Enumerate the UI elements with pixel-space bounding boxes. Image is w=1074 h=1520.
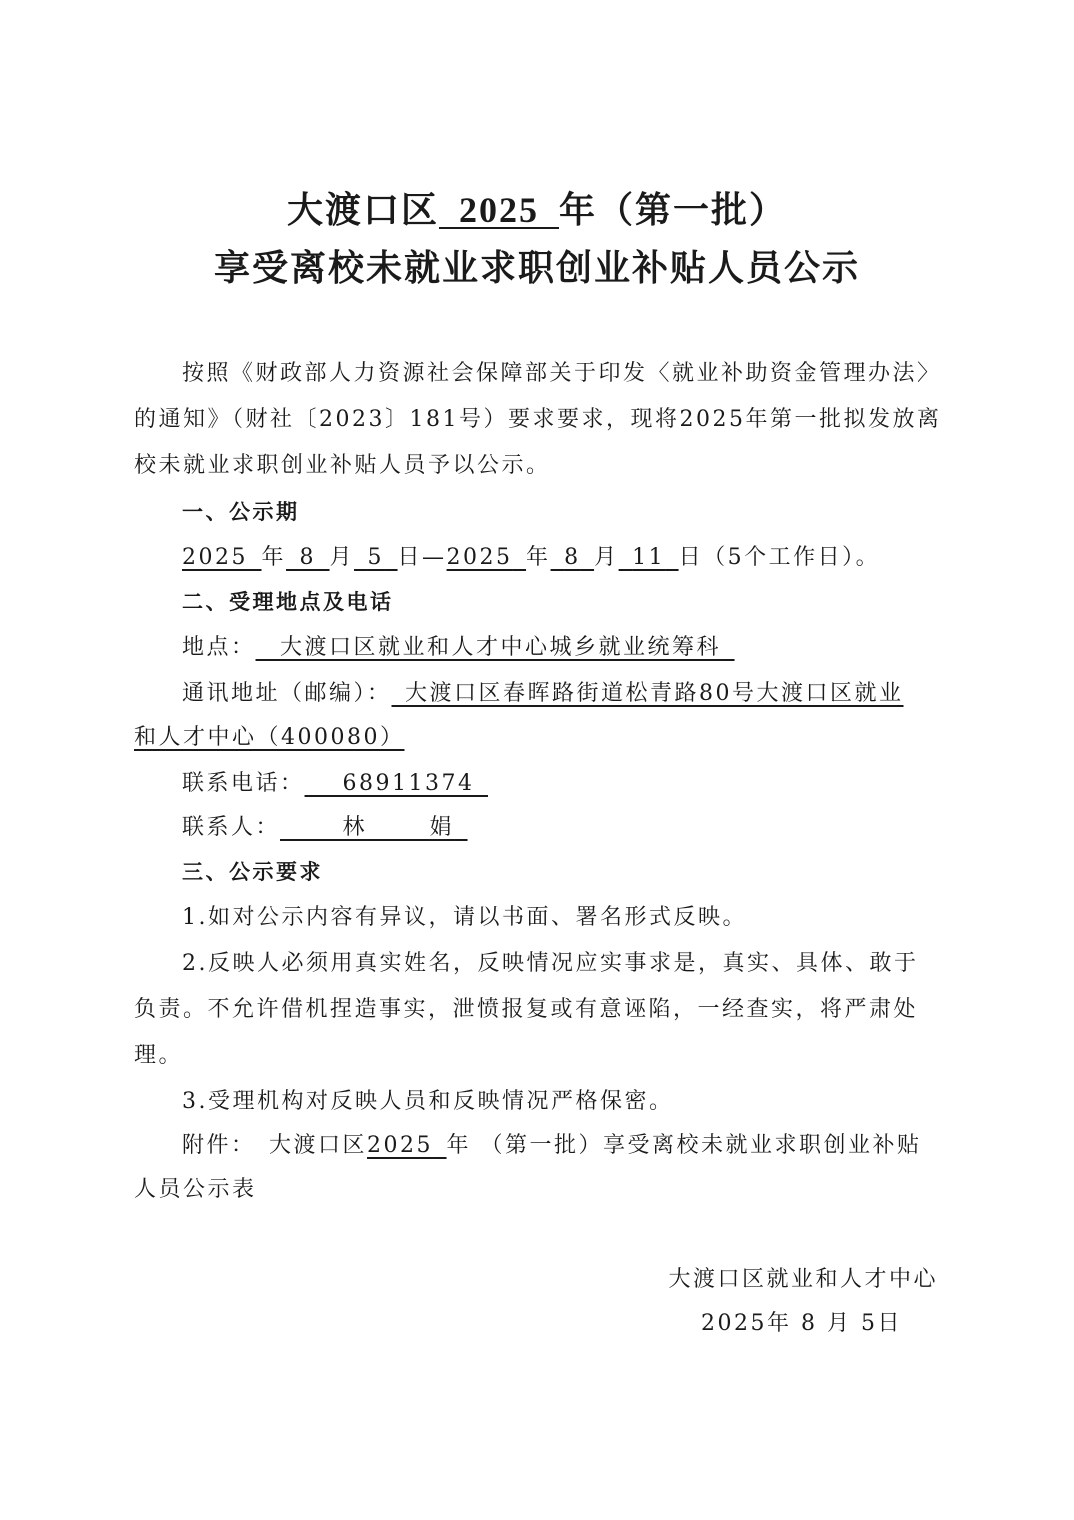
intro-line-2: 的通知》（财社〔2023〕181号）要求要求，现将2025年第一批拟发放离 [134,407,942,432]
contact-label: 联系人： [182,815,281,840]
section-2-heading: 二、受理地点及电话 [182,590,394,614]
signature-date: 2025年 8 月 5日 [701,1311,902,1336]
requirement-3: 3.受理机构对反映人员和反映情况严格保密。 [182,1089,674,1114]
location-label: 地点： [182,635,256,660]
address-row [182,676,944,707]
end-month: 8 [564,545,581,570]
end-year: 2025 [446,545,513,570]
contact-value: 林 娟 [342,815,455,840]
attachment-year: 2025 [367,1133,434,1158]
contact-row [182,810,944,841]
phone-value: 68911374 [342,771,475,796]
publicity-period: 2025 年 8 月 5 日—2025 年 8 月 11 日（5个工作日）。 [182,545,881,570]
attachment-label: 附件： [182,1133,256,1158]
title-batch: 年（第一批） [559,190,788,231]
start-month: 8 [299,545,317,570]
period-note: （5个工作日）。 [703,545,881,570]
address-label: 通讯地址（邮编）： [182,681,392,706]
requirement-2-line-2: 负责。不允许借机捏造事实，泄愤报复或有意诬陷，一经查实，将严肃处 [134,997,919,1022]
title-line-1 [0,182,1074,233]
location-row [182,630,944,661]
title-year: 2025 [459,190,539,230]
phone-row [182,766,944,797]
title-district: 大渡口区 [286,190,439,231]
start-year: 2025 [182,545,248,570]
address-row-2 [134,720,944,751]
start-day: 5 [367,545,385,570]
address-value-line-2: 和人才中心（400080） [134,725,405,750]
location-value: 大渡口区就业和人才中心城乡就业统筹科 [280,635,722,660]
attachment-line-2: 人员公示表 [134,1177,257,1202]
signature-organization: 大渡口区就业和人才中心 [668,1267,938,1292]
requirement-2-line-3: 理。 [134,1043,184,1068]
phone-label: 联系电话： [182,771,305,796]
intro-line-3: 校未就业求职创业补贴人员予以公示。 [134,453,551,478]
intro-line-1: 按照《财政部人力资源社会保障部关于印发〈就业补助资金管理办法〉 [182,361,942,386]
requirement-1: 1.如对公示内容有异议，请以书面、署名形式反映。 [182,905,747,930]
end-day: 11 [632,545,666,570]
section-1-heading: 一、公示期 [182,500,300,524]
address-value-line-1: 大渡口区春晖路街道松青路80号大渡口区就业 [405,681,904,706]
attachment-row: 附件： 大渡口区2025 年 （第一批）享受离校未就业求职创业补贴 [182,1133,922,1158]
section-3-heading: 三、公示要求 [182,860,323,884]
requirement-2-line-1: 2.反映人必须用真实姓名，反映情况应实事求是，真实、具体、敢于 [182,951,919,976]
title-line-2: 享受离校未就业求职创业补贴人员公示 [213,248,860,289]
